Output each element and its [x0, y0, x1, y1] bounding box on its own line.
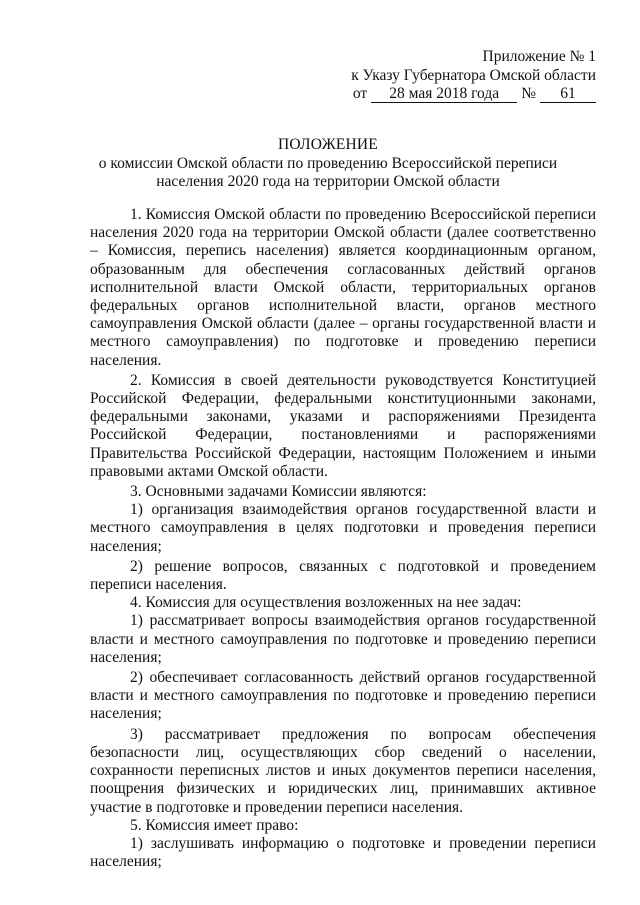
paragraph: 1) заслушивать информацию о подготовке и проведении переписи населения;	[90, 834, 596, 871]
appendix-number: Приложение № 1	[482, 48, 596, 65]
paragraph: 2) решение вопросов, связанных с подготовкой и проведением переписи населения.	[90, 557, 596, 594]
appendix-decree-reference: к Указу Губернатора Омской области	[351, 66, 596, 84]
decree-number: 61	[540, 86, 596, 103]
paragraph: 3. Основными задачами Комиссии являются:	[130, 483, 427, 501]
title-subtitle-line-1: о комиссии Омской области по проведению Всероссийской переписи	[98, 154, 558, 172]
title-heading: ПОЛОЖЕНИЕ	[278, 136, 378, 153]
paragraph: 1. Комиссия Омской области по проведению Всероссийской переписи населения 2020 года на территории Омской области (далее соответственно – Комиссия, перепись населения) является координационным органом, образованным для обеспечения согласованных действий органов исполнительной власти Омской области, территориальных органов федеральных органов исполнительной власти, органов местного самоуправления Омской области (далее – органы государственной власти и местного самоуправления) по подготовке и проведению переписи населения.	[90, 206, 596, 369]
from-label: от	[352, 85, 368, 102]
appendix-date-number-line	[336, 85, 596, 104]
title-subtitle-line-2: населения 2020 года на территории Омской области	[156, 173, 500, 190]
paragraph: 1) организация взаимодействия органов государственной власти и местного самоуправления в целях подготовки и проведения переписи населения;	[90, 501, 596, 555]
document-title	[60, 136, 596, 192]
paragraph: 3) рассматривает предложения по вопросам обеспечения безопасности лиц, осуществляющих сбор сведений о населении, сохранности переписных листов и иных документов переписи населения, поощрения физических и юридических лиц, принимавших активное участие в подготовке и проведении переписи населения.	[90, 725, 596, 816]
paragraph: 4. Комиссия для осуществления возложенных на нее задач:	[130, 594, 522, 612]
paragraph: 2) обеспечивает согласованность действий органов государственной власти и местного самоуправления по подготовке и проведению переписи населения;	[90, 669, 596, 723]
paragraph: 5. Комиссия имеет право:	[130, 816, 299, 834]
paragraph: 2. Комиссия в своей деятельности руководствуется Конституцией Российской Федерации, федеральными конституционными законами, федеральными законами, указами и распоряжениями Президента Российской Федерации, постановлениями и распоряжениями Правительства Российской Федерации, настоящим Положением и иными правовыми актами Омской области.	[90, 371, 596, 480]
appendix-header	[336, 48, 596, 104]
decree-date: 28 мая 2018 года	[371, 86, 517, 103]
number-label: №	[521, 85, 536, 102]
paragraph: 1) рассматривает вопросы взаимодействия органов государственной власти и местного самоуправления по подготовке и проведению переписи населения;	[90, 612, 596, 666]
document-body	[90, 206, 596, 871]
